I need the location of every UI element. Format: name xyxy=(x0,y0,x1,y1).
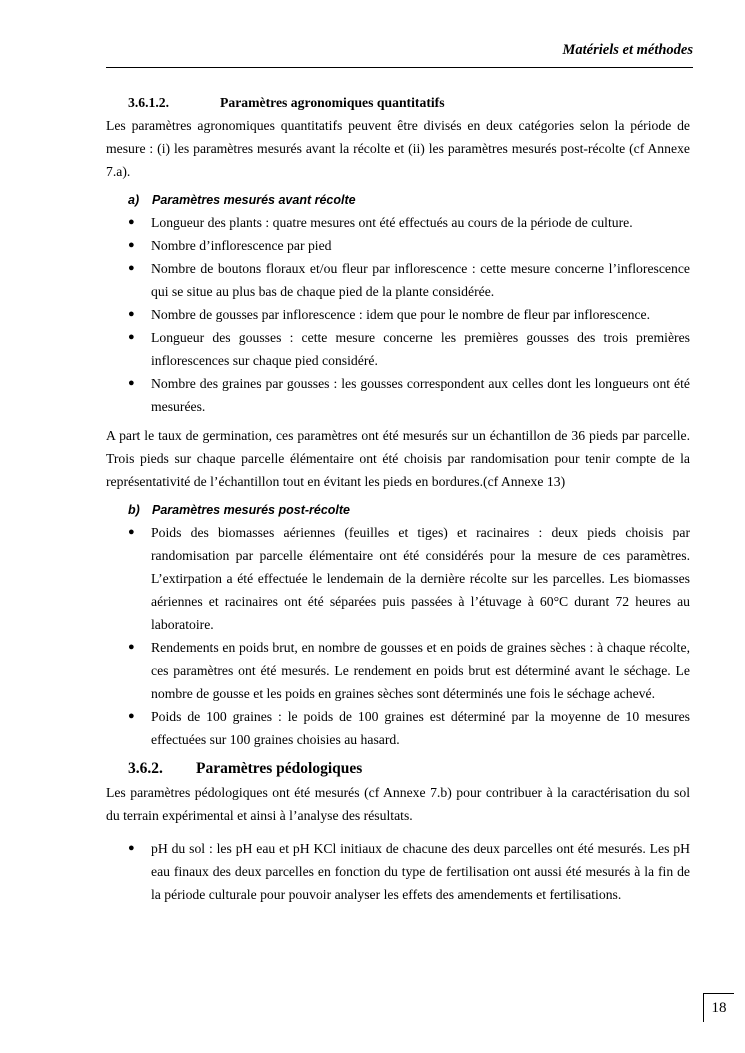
list-item: ● Nombre des graines par gousses : les gousses correspondent aux celles dont les longueurs ont été mesurées. xyxy=(106,372,690,418)
bullet-icon: ● xyxy=(128,641,135,653)
page-content xyxy=(106,88,690,906)
bullet-icon: ● xyxy=(128,377,135,389)
list-item: ● Nombre de gousses par inflorescence : idem que pour le nombre de fleur par inflorescence. xyxy=(106,303,690,326)
bullet-icon: ● xyxy=(128,842,135,854)
subsection-letter: a) xyxy=(128,193,140,207)
sampling-paragraph: A part le taux de germination, ces paramètres ont été mesurés sur un échantillon de 36 pieds par parcelle. Trois pieds sur chaque parcelle élémentaire ont été choisis par randomisation pour tenir compte de la représentativité de l’échantillon tout en évitant les pieds en bordures.(cf Annexe 13) xyxy=(106,428,690,489)
bullet-icon: ● xyxy=(128,239,135,251)
bullet-icon: ● xyxy=(128,526,135,538)
bullet-icon: ● xyxy=(128,262,135,274)
list-item: ● Nombre de boutons floraux et/ou fleur par inflorescence : cette mesure concerne l’inflorescence qui se situe au plus bas de chaque pied de la plante considérée. xyxy=(106,257,690,303)
list-item: ● Rendements en poids brut, en nombre de gousses et en poids de graines sèches : à chaque récolte, ces paramètres ont été mesurés. Le rendement en poids brut est déterminé avant le séchage. Le nombre de gousse et les poids en graines sèches sont déterminés une fois le séchage achevé. xyxy=(106,636,690,705)
subsection-heading-b xyxy=(128,499,690,521)
subsection-letter: b) xyxy=(128,503,140,517)
bullet-icon: ● xyxy=(128,331,135,343)
section-intro-paragraph: Les paramètres pédologiques ont été mesurés (cf Annexe 7.b) pour contribuer à la caractérisation du sol du terrain expérimental et ainsi à l’analyse des résultats. xyxy=(106,785,690,823)
subsection-title: Paramètres mesurés post-récolte xyxy=(152,503,351,517)
bullet-list-post-harvest xyxy=(106,521,690,751)
subsection-title: Paramètres mesurés avant récolte xyxy=(152,193,356,207)
bullet-icon: ● xyxy=(128,308,135,320)
list-item: ● Nombre d’inflorescence par pied xyxy=(106,234,690,257)
section-number: 3.6.2. xyxy=(128,760,163,777)
bullet-list-before-harvest xyxy=(106,211,690,418)
running-header-title: Matériels et méthodes xyxy=(562,42,693,58)
list-item: ● Poids des biomasses aériennes (feuilles et tiges) et racinaires : deux pieds choisis par randomisation par parcelle élémentaire ont été considérés pour la mesure de ces paramètres. L’extirpation a été effectuée le lendemain de la dernière récolte sur les parcelles. Les biomasses aériennes et racinaires ont été séparées puis passées à l’étuvage à 60°C durant 72 heures au laboratoire. xyxy=(106,521,690,636)
list-item: ● Poids de 100 graines : le poids de 100 graines est déterminé par la moyenne de 10 mesures effectuées sur 100 graines choisies au hasard. xyxy=(106,705,690,751)
bullet-icon: ● xyxy=(128,710,135,722)
subsection-heading-a xyxy=(128,189,690,211)
page-number: 18 xyxy=(703,993,734,1022)
section-title: Paramètres pédologiques xyxy=(196,760,363,777)
section-title: Paramètres agronomiques quantitatifs xyxy=(220,95,445,110)
section-heading-362 xyxy=(128,757,690,781)
header-rule xyxy=(106,67,693,68)
list-item: ● Longueur des gousses : cette mesure concerne les premières gousses des trois premières inflorescences sur chaque pied considéré. xyxy=(106,326,690,372)
section-heading-3612 xyxy=(128,92,690,114)
bullet-icon: ● xyxy=(128,216,135,228)
section-intro-paragraph: Les paramètres agronomiques quantitatifs peuvent être divisés en deux catégories selon la période de mesure : (i) les paramètres mesurés avant la récolte et (ii) les paramètres mesurés post-récolte (cf Annexe 7.a). xyxy=(106,118,690,179)
list-item: ● Longueur des plants : quatre mesures ont été effectués au cours de la période de culture. xyxy=(106,211,690,234)
section-number: 3.6.1.2. xyxy=(128,95,170,110)
list-item: ● pH du sol : les pH eau et pH KCl initiaux de chacune des deux parcelles ont été mesurés. Les pH eau finaux des deux parcelles en fonction du type de fertilisation ont aussi été mesurés à la fin de la période culturale pour pouvoir analyser les effets des amendements et fertilisations. xyxy=(106,837,690,906)
bullet-list-soil xyxy=(106,837,690,906)
